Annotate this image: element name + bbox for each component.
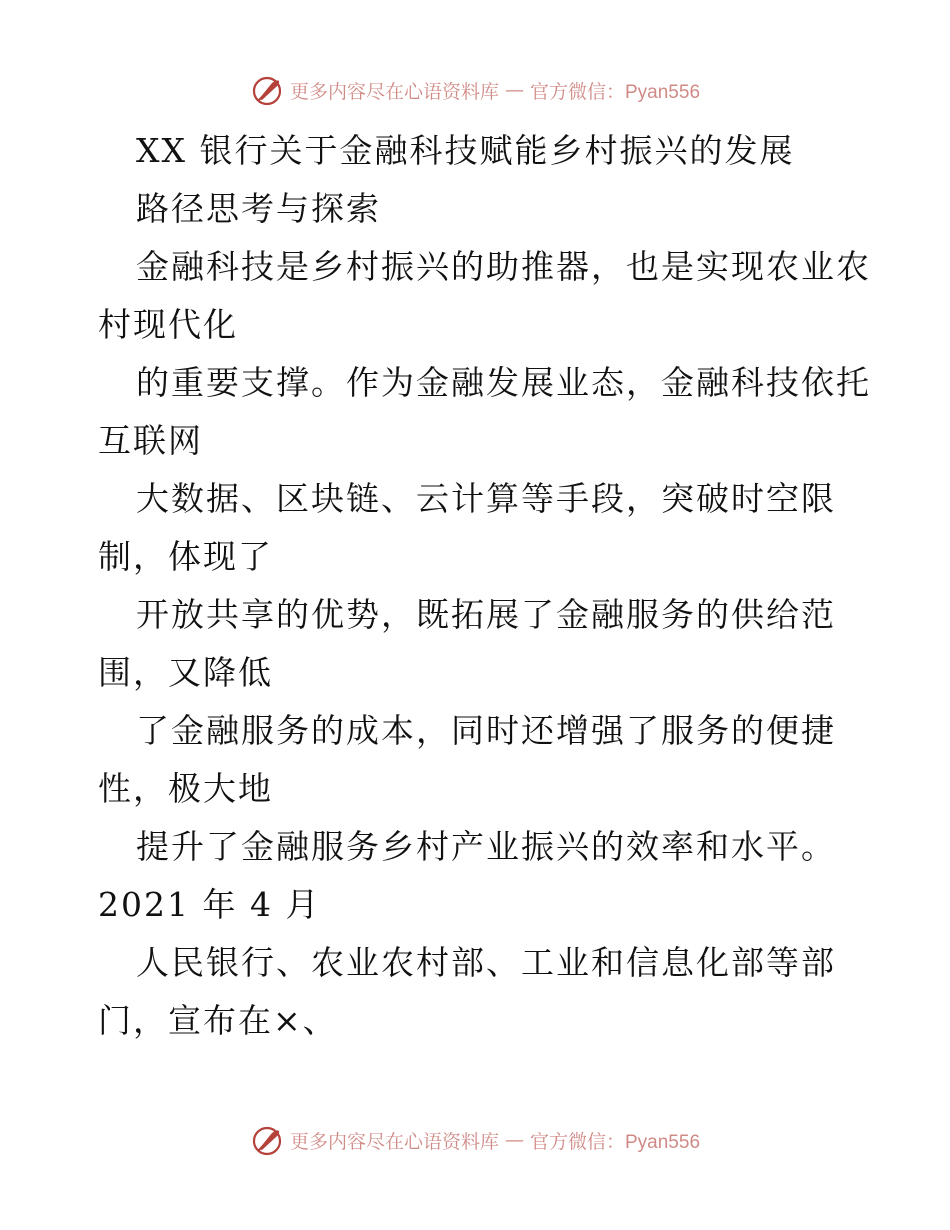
paragraph-line: 大数据、区块链、云计算等手段，突破时空限 [136,479,836,518]
watermark-separator: — [505,79,524,101]
quill-logo-icon [250,73,284,107]
paragraph-line: 金融科技是乡村振兴的助推器，也是实现农业农 [136,247,871,286]
footer-watermark [0,1122,950,1158]
watermark-contact: 官方微信：Pyan556 [530,1131,701,1153]
paragraph-line: 村现代化 [98,305,238,344]
paragraph-line: 开放共享的优势，既拓展了金融服务的供给范 [136,595,836,634]
title-line-2: 路径思考与探索 [136,189,381,228]
document-body [98,122,878,1050]
paragraph-line: 制，体现了 [98,537,273,576]
paragraph-line: 互联网 [98,421,203,460]
watermark-text: 更多内容尽在心语资料库 [289,80,499,103]
quill-logo-icon [250,1123,284,1157]
paragraph-line: 性，极大地 [98,769,273,808]
paragraph-line: 了金融服务的成本，同时还增强了服务的便捷 [136,711,836,750]
header-watermark [0,72,950,108]
watermark-contact: 官方微信：Pyan556 [530,81,701,103]
paragraph-line: 围，又降低 [98,653,273,692]
paragraph-line: 人民银行、农业农村部、工业和信息化部等部 [136,943,836,982]
title-line-1: XX 银行关于金融科技赋能乡村振兴的发展 [136,131,795,170]
paragraph-line: 的重要支撑。作为金融发展业态，金融科技依托 [136,363,871,402]
paragraph-line: 门，宣布在×、 [98,1001,338,1040]
watermark-text: 更多内容尽在心语资料库 [289,1130,499,1153]
paragraph-line: 提升了金融服务乡村产业振兴的效率和水平。 [136,827,836,866]
paragraph-line: 2021 年 4 月 [98,885,321,924]
watermark-separator: — [505,1129,524,1151]
